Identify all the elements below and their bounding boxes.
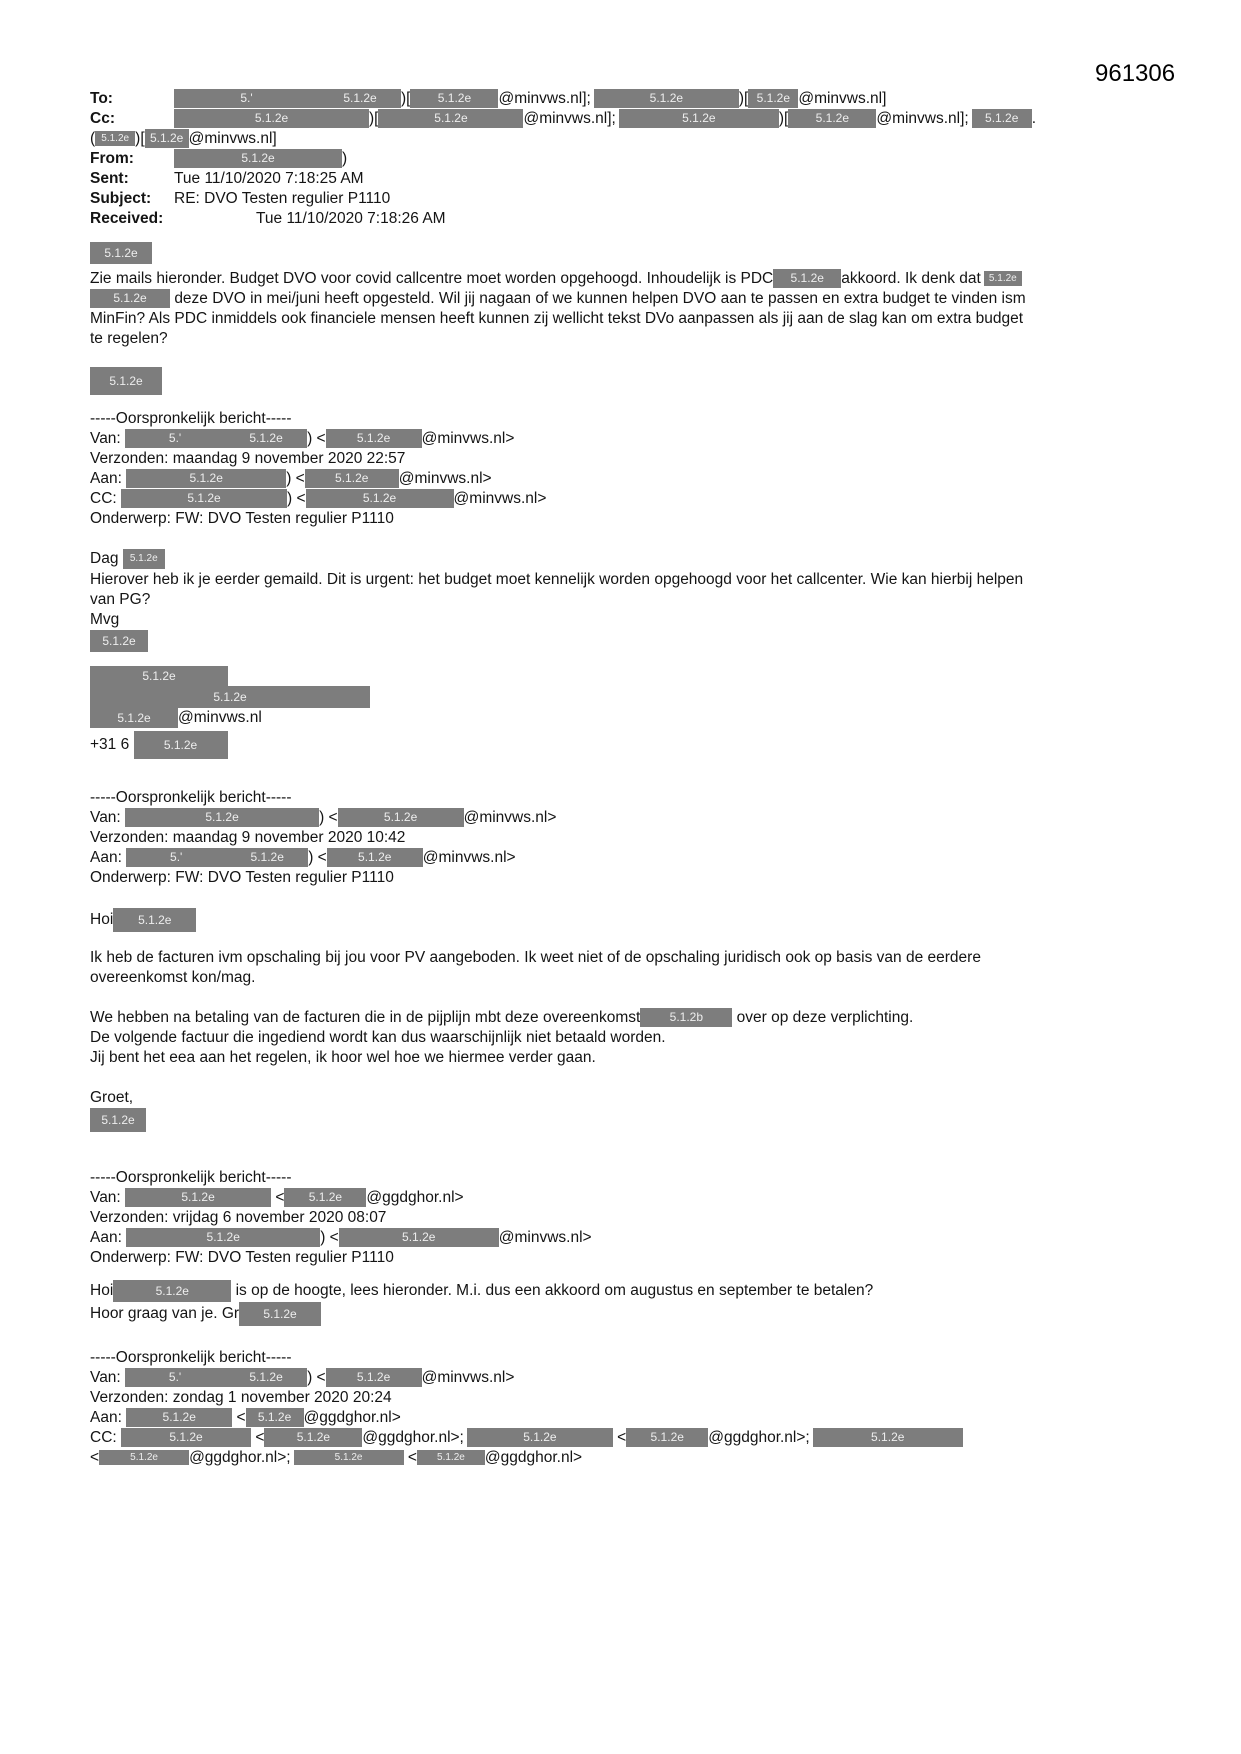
m2-sign-name xyxy=(90,1108,146,1132)
redaction: 5.1.2e xyxy=(90,1108,146,1132)
redaction: 5.1.2e xyxy=(417,1450,485,1465)
redaction: 5.1.2e xyxy=(123,549,165,569)
m4-cc-cont: < 5.1.2e @ggdghor.nl>; 5.1.2e < 5.1.2e @ggdghor.nl> xyxy=(90,1449,583,1466)
m1-to: Aan: 5.1.2e ) < 5.1.2e @minvws.nl> xyxy=(90,470,492,487)
redaction: 5.1.2e xyxy=(410,89,498,108)
redaction: 5.1.2e xyxy=(145,129,189,148)
m1-body-2: van PG? xyxy=(90,591,151,608)
cc-label: Cc: xyxy=(90,110,115,127)
redaction: 5.1.2e xyxy=(306,489,454,508)
redaction: 5.1.2e xyxy=(284,1188,366,1207)
sent-label: Sent: xyxy=(90,170,129,187)
redaction: 5.1.2e xyxy=(90,708,178,728)
m2-para-5: Jij bent het eea aan het regelen, ik hoor wel hoe we hiermee verder gaan. xyxy=(90,1049,596,1066)
header-to: To: 5.' 5.1.2e )[ 5.1.2e @minvws.nl]; 5.1.2e )[ 5.1.2e @minvws.nl] xyxy=(90,90,887,107)
redaction: 5.1.2e xyxy=(126,1408,232,1427)
received-label: Received: xyxy=(90,210,164,227)
m1-greeting: Dag 5.1.2e xyxy=(90,549,165,569)
redaction: 5.1.2e xyxy=(225,429,307,448)
from-label: From: xyxy=(90,150,134,167)
redaction: 5.1.2e xyxy=(972,109,1032,128)
reply-line-1: Zie mails hieronder. Budget DVO voor covid callcentre moet worden opgehoogd. Inhoudelijk is PDC 5.1.2e akkoord. Ik denk dat 5.1.2e xyxy=(90,269,1022,289)
m4-from: Van: 5.' 5.1.2e ) < 5.1.2e @minvws.nl> xyxy=(90,1369,515,1386)
redaction: 5.1.2e xyxy=(813,1428,963,1447)
m4-cc: CC: 5.1.2e < 5.1.2e @ggdghor.nl>; 5.1.2e < 5.1.2e @ggdghor.nl>; 5.1.2e xyxy=(90,1428,963,1448)
redaction: 5.1.2e xyxy=(90,686,370,708)
m2-sent: Verzonden: maandag 9 november 2020 10:42 xyxy=(90,829,406,846)
redaction: 5.1.2e xyxy=(984,271,1022,286)
m1-from: Van: 5.' 5.1.2e ) < 5.1.2e @minvws.nl> xyxy=(90,430,515,447)
subject-label: Subject: xyxy=(90,190,152,207)
redaction: 5.1.2e xyxy=(748,89,798,108)
m2-para-3: We hebben na betaling van de facturen die in de pijplijn mbt deze overeenkomst 5.1.2b over op deze verplichting. xyxy=(90,1009,914,1026)
redaction: 5.1.2e xyxy=(90,630,148,652)
redaction: 5.1.2b xyxy=(640,1008,732,1027)
redaction: 5.1.2e xyxy=(113,1280,231,1302)
redaction: 5.' xyxy=(125,429,225,448)
m3-sent: Verzonden: vrijdag 6 november 2020 08:07 xyxy=(90,1209,387,1226)
redaction: 5.1.2e xyxy=(319,89,401,108)
redaction: 5.1.2e xyxy=(174,149,342,168)
orig-separator: -----Oorspronkelijk bericht----- xyxy=(90,1349,292,1366)
m1-subject: Onderwerp: FW: DVO Testen regulier P1110 xyxy=(90,510,394,527)
m1-sig-phone: +31 6 5.1.2e xyxy=(90,731,228,759)
redaction: 5.1.2e xyxy=(126,469,286,488)
redaction: 5.1.2e xyxy=(788,109,876,128)
m2-para-2: overeenkomst kon/mag. xyxy=(90,969,256,986)
reply-recipient xyxy=(90,242,152,264)
document-number: 961306 xyxy=(1095,60,1176,87)
orig-separator: -----Oorspronkelijk bericht----- xyxy=(90,410,292,427)
redaction: 5.' xyxy=(125,1368,225,1387)
redaction: 5.1.2e xyxy=(90,367,162,395)
redaction: 5.1.2e xyxy=(225,1368,307,1387)
orig-separator: -----Oorspronkelijk bericht----- xyxy=(90,789,292,806)
reply-line-4: te regelen? xyxy=(90,330,168,347)
redaction: 5.1.2e xyxy=(90,289,170,308)
reply-signature xyxy=(90,367,162,395)
redaction: 5.1.2e xyxy=(773,269,841,288)
redaction: 5.1.2e xyxy=(125,808,319,827)
redaction: 5.' xyxy=(126,848,226,867)
m1-sig-line-2 xyxy=(90,686,370,708)
redaction: 5.1.2e xyxy=(305,469,399,488)
redaction: 5.1.2e xyxy=(121,489,287,508)
m3-from: Van: 5.1.2e < 5.1.2e @ggdghor.nl> xyxy=(90,1189,464,1206)
header-from: From: 5.1.2e ) xyxy=(90,150,348,167)
header-cc-cont: ( 5.1.2e )[ 5.1.2e @minvws.nl] xyxy=(90,130,277,147)
m3-subject: Onderwerp: FW: DVO Testen regulier P1110 xyxy=(90,1249,394,1266)
redaction: 5.' xyxy=(174,89,319,108)
m2-closing: Groet, xyxy=(90,1089,134,1106)
m4-sent: Verzonden: zondag 1 november 2020 20:24 xyxy=(90,1389,392,1406)
m3-to: Aan: 5.1.2e ) < 5.1.2e @minvws.nl> xyxy=(90,1229,592,1246)
redaction: 5.1.2e xyxy=(90,242,152,264)
m1-sig-email: 5.1.2e @minvws.nl xyxy=(90,708,262,728)
redaction: 5.1.2e xyxy=(126,1228,320,1247)
m1-sign-name xyxy=(90,630,148,652)
redaction: 5.1.2e xyxy=(90,666,228,686)
m2-subject: Onderwerp: FW: DVO Testen regulier P1110 xyxy=(90,869,394,886)
m1-body-1: Hierover heb ik je eerder gemaild. Dit is urgent: het budget moet kennelijk worden opgehoogd voor het callcenter. Wie kan hierbij helpen xyxy=(90,571,1024,588)
m1-sign: Mvg xyxy=(90,611,120,628)
header-received xyxy=(90,209,446,229)
redaction: 5.1.2e xyxy=(246,1408,304,1427)
m2-to: Aan: 5.' 5.1.2e ) < 5.1.2e @minvws.nl> xyxy=(90,849,516,866)
redaction: 5.1.2e xyxy=(594,89,739,108)
m1-cc: CC: 5.1.2e ) < 5.1.2e @minvws.nl> xyxy=(90,490,547,507)
reply-line-2: 5.1.2e deze DVO in mei/juni heeft opgesteld. Wil jij nagaan of we kunnen helpen DVO aan te passen en extra budget te vinden ism xyxy=(90,289,1026,309)
redaction: 5.1.2e xyxy=(226,848,308,867)
subject-value: RE: DVO Testen regulier P1110 xyxy=(174,190,391,207)
m4-to: Aan: 5.1.2e < 5.1.2e @ggdghor.nl> xyxy=(90,1409,401,1426)
redaction: 5.1.2e xyxy=(113,908,196,932)
redaction: 5.1.2e xyxy=(467,1428,613,1447)
redaction: 5.1.2e xyxy=(326,1368,422,1387)
redaction: 5.1.2e xyxy=(294,1450,404,1465)
redaction: 5.1.2e xyxy=(264,1428,362,1447)
redaction: 5.1.2e xyxy=(95,131,135,146)
m3-body-2: Hoor graag van je. Gr 5.1.2e xyxy=(90,1302,321,1326)
redaction: 5.1.2e xyxy=(326,429,422,448)
redaction: 5.1.2e xyxy=(125,1188,271,1207)
redaction: 5.1.2e xyxy=(174,109,369,128)
redaction: 5.1.2e xyxy=(339,1228,499,1247)
header-cc: Cc: 5.1.2e )[ 5.1.2e @minvws.nl]; 5.1.2e )[ 5.1.2e @minvws.nl]; 5.1.2e . xyxy=(90,110,1037,127)
header-sent xyxy=(90,169,364,189)
redaction: 5.1.2e xyxy=(327,848,423,867)
m2-greeting: Hoi 5.1.2e xyxy=(90,908,196,932)
redaction: 5.1.2e xyxy=(134,731,228,759)
m2-from: Van: 5.1.2e ) < 5.1.2e @minvws.nl> xyxy=(90,809,557,826)
reply-line-3: MinFin? Als PDC inmiddels ook financiele mensen heeft kunnen zij wellicht tekst DVo aanpassen als jij aan de slag kan om extra budget xyxy=(90,310,1024,327)
redaction: 5.1.2e xyxy=(619,109,779,128)
redaction: 5.1.2e xyxy=(626,1428,708,1447)
redaction: 5.1.2e xyxy=(378,109,523,128)
m2-para-1: Ik heb de facturen ivm opschaling bij jou voor PV aangeboden. Ik weet niet of de opschaling juridisch ook op basis van de eerdere xyxy=(90,949,981,966)
redaction: 5.1.2e xyxy=(338,808,464,827)
m1-sig-line-1 xyxy=(90,666,228,686)
orig-separator: -----Oorspronkelijk bericht----- xyxy=(90,1169,292,1186)
redaction: 5.1.2e xyxy=(239,1302,321,1326)
redaction: 5.1.2e xyxy=(121,1428,251,1447)
received-value: Tue 11/10/2020 7:18:26 AM xyxy=(256,210,446,227)
m1-sent: Verzonden: maandag 9 november 2020 22:57 xyxy=(90,450,406,467)
m3-body-1: Hoi 5.1.2e is op de hoogte, lees hieronder. M.i. dus een akkoord om augustus en september te betalen? xyxy=(90,1280,873,1302)
sent-value: Tue 11/10/2020 7:18:25 AM xyxy=(174,170,364,187)
redaction: 5.1.2e xyxy=(99,1450,189,1465)
header-subject xyxy=(90,189,390,209)
to-label: To: xyxy=(90,90,113,107)
m2-para-4: De volgende factuur die ingediend wordt kan dus waarschijnlijk niet betaald worden. xyxy=(90,1029,666,1046)
